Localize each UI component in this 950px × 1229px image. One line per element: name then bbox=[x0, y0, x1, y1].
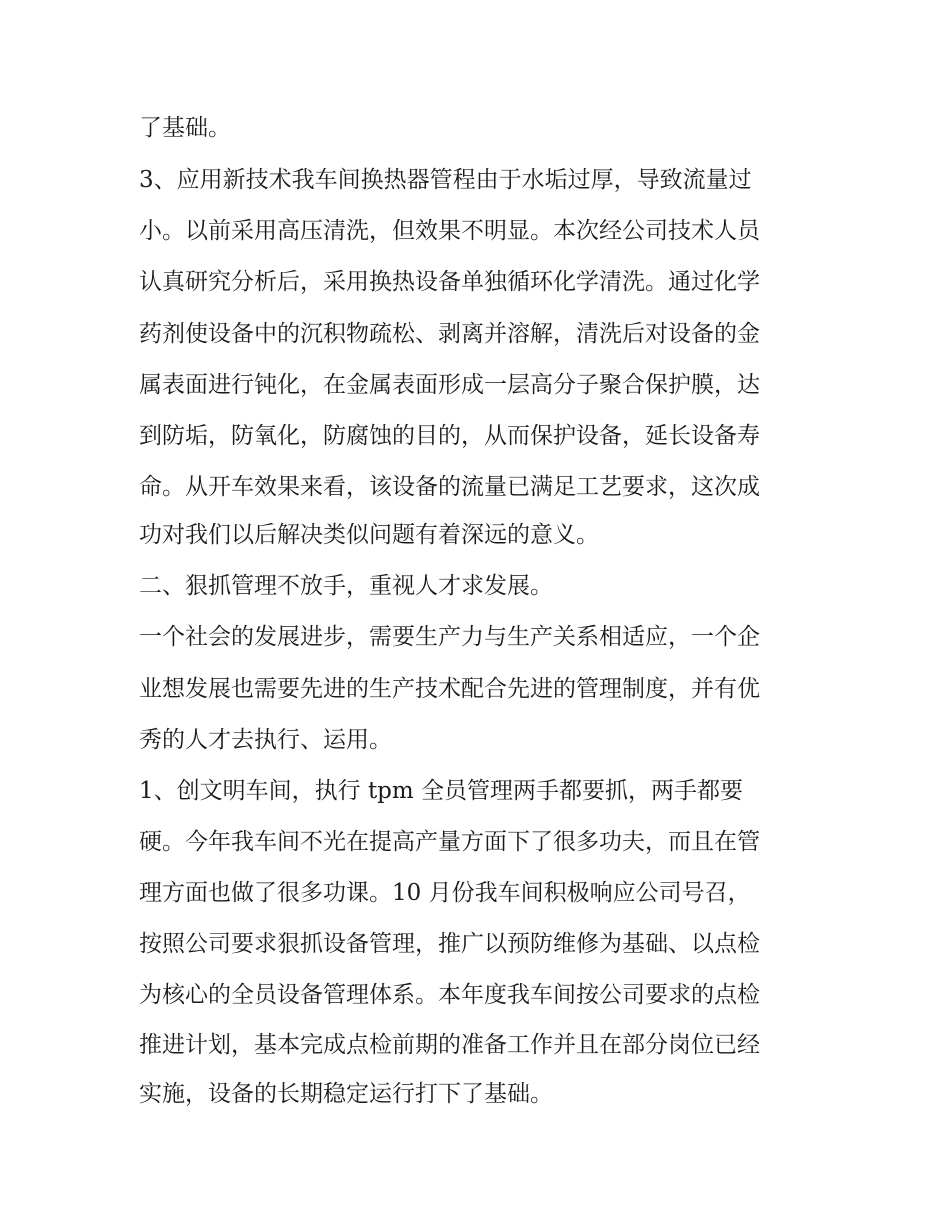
text-line: 1、创文明车间，执行 tpm 全员管理两手都要抓，两手都要 bbox=[139, 778, 744, 804]
text-line: 药剂使设备中的沉积物疏松、剥离并溶解，清洗后对设备的金 bbox=[139, 321, 760, 347]
text-line: 到防垢，防氧化，防腐蚀的目的，从而保护设备，延长设备寿 bbox=[139, 423, 760, 449]
text-line: 为核心的全员设备管理体系。本年度我车间按公司要求的点检 bbox=[139, 982, 760, 1008]
text-line: 一个社会的发展进步，需要生产力与生产关系相适应，一个企 bbox=[139, 624, 760, 650]
text-line: 业想发展也需要先进的生产技术配合先进的管理制度，并有优 bbox=[139, 676, 760, 702]
text-line: 认真研究分析后，采用换热设备单独循环化学清洗。通过化学 bbox=[139, 269, 760, 295]
text-line: 硬。今年我车间不光在提高产量方面下了很多功夫，而且在管 bbox=[139, 829, 760, 855]
text-line: 属表面进行钝化，在金属表面形成一层高分子聚合保护膜，达 bbox=[139, 372, 760, 398]
text-line: 推进计划，基本完成点检前期的准备工作并且在部分岗位已经 bbox=[139, 1032, 760, 1058]
text-line: 秀的人才去执行、运用。 bbox=[139, 727, 392, 753]
text-line: 按照公司要求狠抓设备管理，推广以预防维修为基础、以点检 bbox=[139, 931, 760, 957]
text-line: 了基础。 bbox=[139, 115, 231, 141]
text-line: 小。以前采用高压清洗，但效果不明显。本次经公司技术人员 bbox=[139, 218, 760, 244]
text-line: 功对我们以后解决类似问题有着深远的意义。 bbox=[139, 522, 599, 548]
section-heading: 二、狠抓管理不放手，重视人才求发展。 bbox=[139, 573, 553, 599]
text-line: 命。从开车效果来看，该设备的流量已满足工艺要求，这次成 bbox=[139, 474, 760, 500]
text-line: 3、应用新技术我车间换热器管程由于水垢过厚，导致流量过 bbox=[139, 167, 752, 193]
text-line: 理方面也做了很多功课。10 月份我车间积极响应公司号召， bbox=[139, 880, 751, 906]
text-line: 实施，设备的长期稳定运行打下了基础。 bbox=[139, 1081, 553, 1107]
